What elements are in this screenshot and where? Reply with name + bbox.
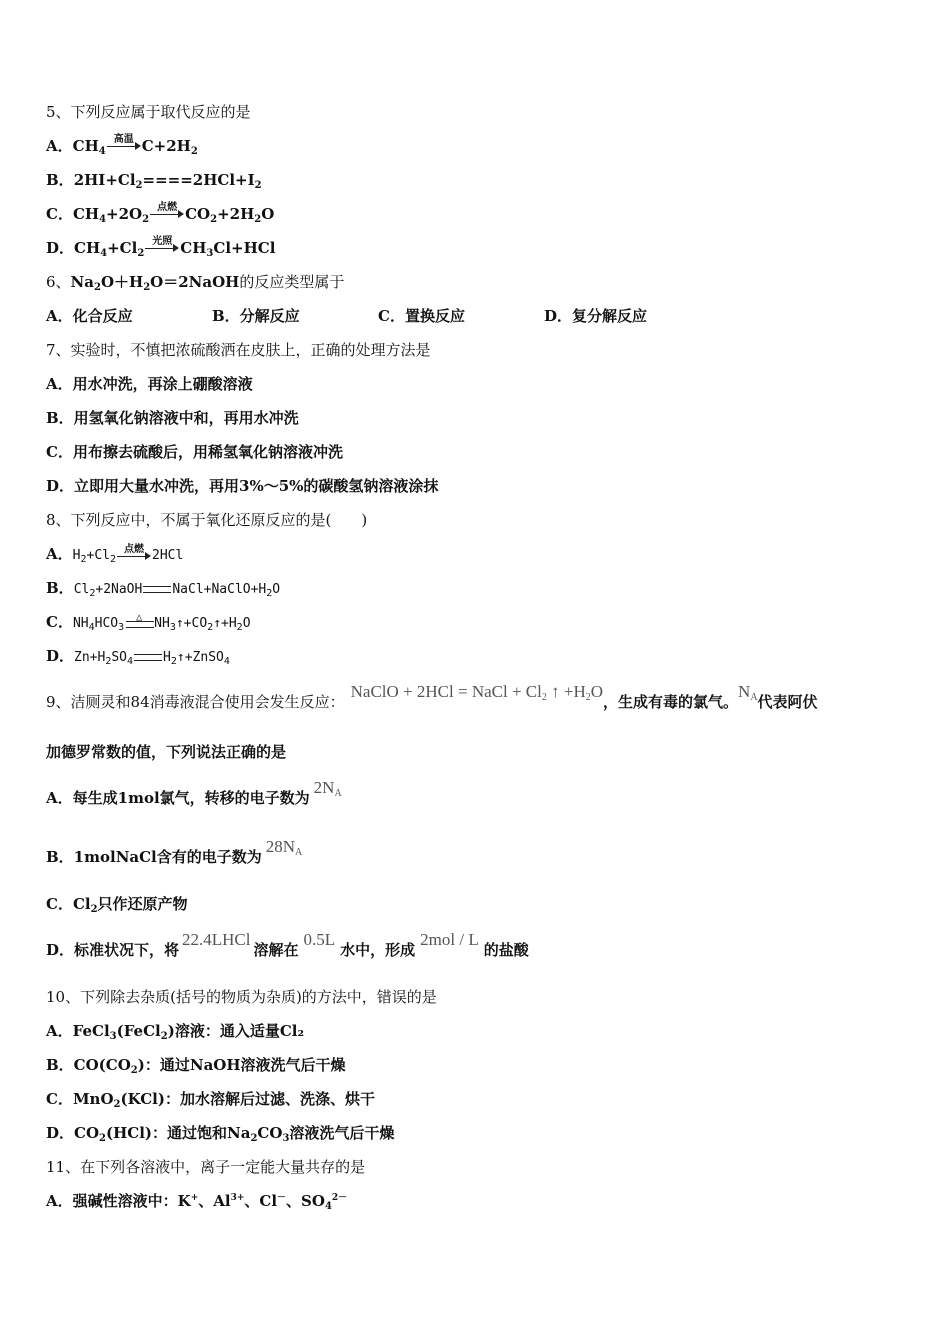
equals-sign-icon [134,654,162,661]
q11-option-a: A．强碱性溶液中：K+、$Al^{3+}$、Cl－、$SO_4^{2-}$ [46,1192,348,1212]
q8-option-b: B．$Cl_2+2NaOH$ $NaCl+NaClO+H_2O$ [46,579,281,599]
q9-equation: NaClO + 2HCl = NaCl + $Cl_2$ ↑ $+H_2O$ [350,682,604,703]
q6-option-a: A．化合反应 [46,307,133,325]
q10-option-b: B．$CO(CO_2)$：通过NaOH溶液洗气后干燥 [46,1056,346,1076]
q10-option-d: D．$CO_2(HCl)$：通过饱和$Na_2CO_3$溶液洗气后干燥 [46,1124,395,1144]
q9-option-d: D．标准状况下，将22.4LHCl溶解在0.5L水中，形成2mol / L的盐酸 [46,930,529,959]
reaction-arrow-icon: 光照 [145,238,179,258]
q9-option-a: A．每生成1mol氯气，转移的电子数为$2N_A$ [46,778,342,807]
equals-sign-icon [143,586,171,593]
q6-option-d: D．复分解反应 [544,307,648,325]
q5-stem: 5、下列反应属于取代反应的是 [46,103,251,121]
q8-option-d: D．$Zn+H_2SO_4$ $H_2↑+ZnSO_4$ [46,647,230,667]
q5-option-a: A．$CH_4$ 高温 $C+2H_2$ [46,134,198,157]
reaction-arrow-icon: 点燃 [117,546,151,566]
q6-options [46,306,710,326]
q7-option-c: C．用布擦去硫酸后，用稀氢氧化钠溶液冲洗 [46,443,343,461]
q7-stem: 7、实验时，不慎把浓硫酸洒在皮肤上，正确的处理方法是 [46,341,431,359]
q8-option-a: A．$H_2+Cl_2$ 点燃 2HCl [46,544,184,565]
q7-option-a: A．用水冲洗，再涂上硼酸溶液 [46,375,253,393]
q8-option-c: C．$NH_4HCO_3$ △ $NH_3↑+CO_2↑+H_2O$ [46,612,251,633]
reaction-arrow-icon: 点燃 [150,204,184,224]
q9-option-b: B．1molNaCl含有的电子数为$28N_A$ [46,837,303,866]
q5-option-d: D．$CH_4+Cl_2$ 光照 $CH_3Cl+HCl$ [46,236,276,259]
q7-option-b: B．用氢氧化钠溶液中和，再用水冲洗 [46,409,299,427]
reaction-arrow-icon: 高温 [107,136,141,156]
q7-option-d: D．立即用大量水冲洗，再用3%～5%的碳酸氢钠溶液涂抹 [46,477,439,495]
q8-stem: 8、下列反应中，不属于氧化还原反应的是( ) [46,511,368,529]
q9-option-c: C．$Cl_2$只作还原产物 [46,895,188,915]
heat-condition-icon: △ [125,614,153,634]
q11-stem: 11、在下列各溶液中，离子一定能大量共存的是 [46,1158,366,1176]
q6-option-c: C．置换反应 [378,307,465,325]
q6-option-b: B．分解反应 [212,307,300,325]
q6-stem: 6、$Na_2O+H_2O=2NaOH$的反应类型属于 [46,273,345,293]
q10-option-a: A．FeCl$_3$(FeCl$_2$)溶液：通入适量Cl₂ [46,1022,305,1042]
q9-stem-line2: 加德罗常数的值，下列说法正确的是 [46,743,287,761]
q10-option-c: C．MnO$_2$(KCl)：加水溶解后过滤、洗涤、烘干 [46,1090,375,1110]
q9-stem: 9、洁厕灵和84消毒液混合使用会发生反应：NaClO + 2HCl = NaCl + $Cl_2$ ↑ $+H_2O$，生成有毒的氯气。$N_A$代表阿伏 [46,682,818,711]
q5-option-b: B．$2HI+Cl_2====2HCl+I_2$ [46,171,262,191]
q5-option-c: C．$CH_4+2O_2$ 点燃 $CO_2+2H_2O$ [46,202,275,225]
q10-stem: 10、下列除去杂质(括号的物质为杂质)的方法中，错误的是 [46,988,437,1006]
